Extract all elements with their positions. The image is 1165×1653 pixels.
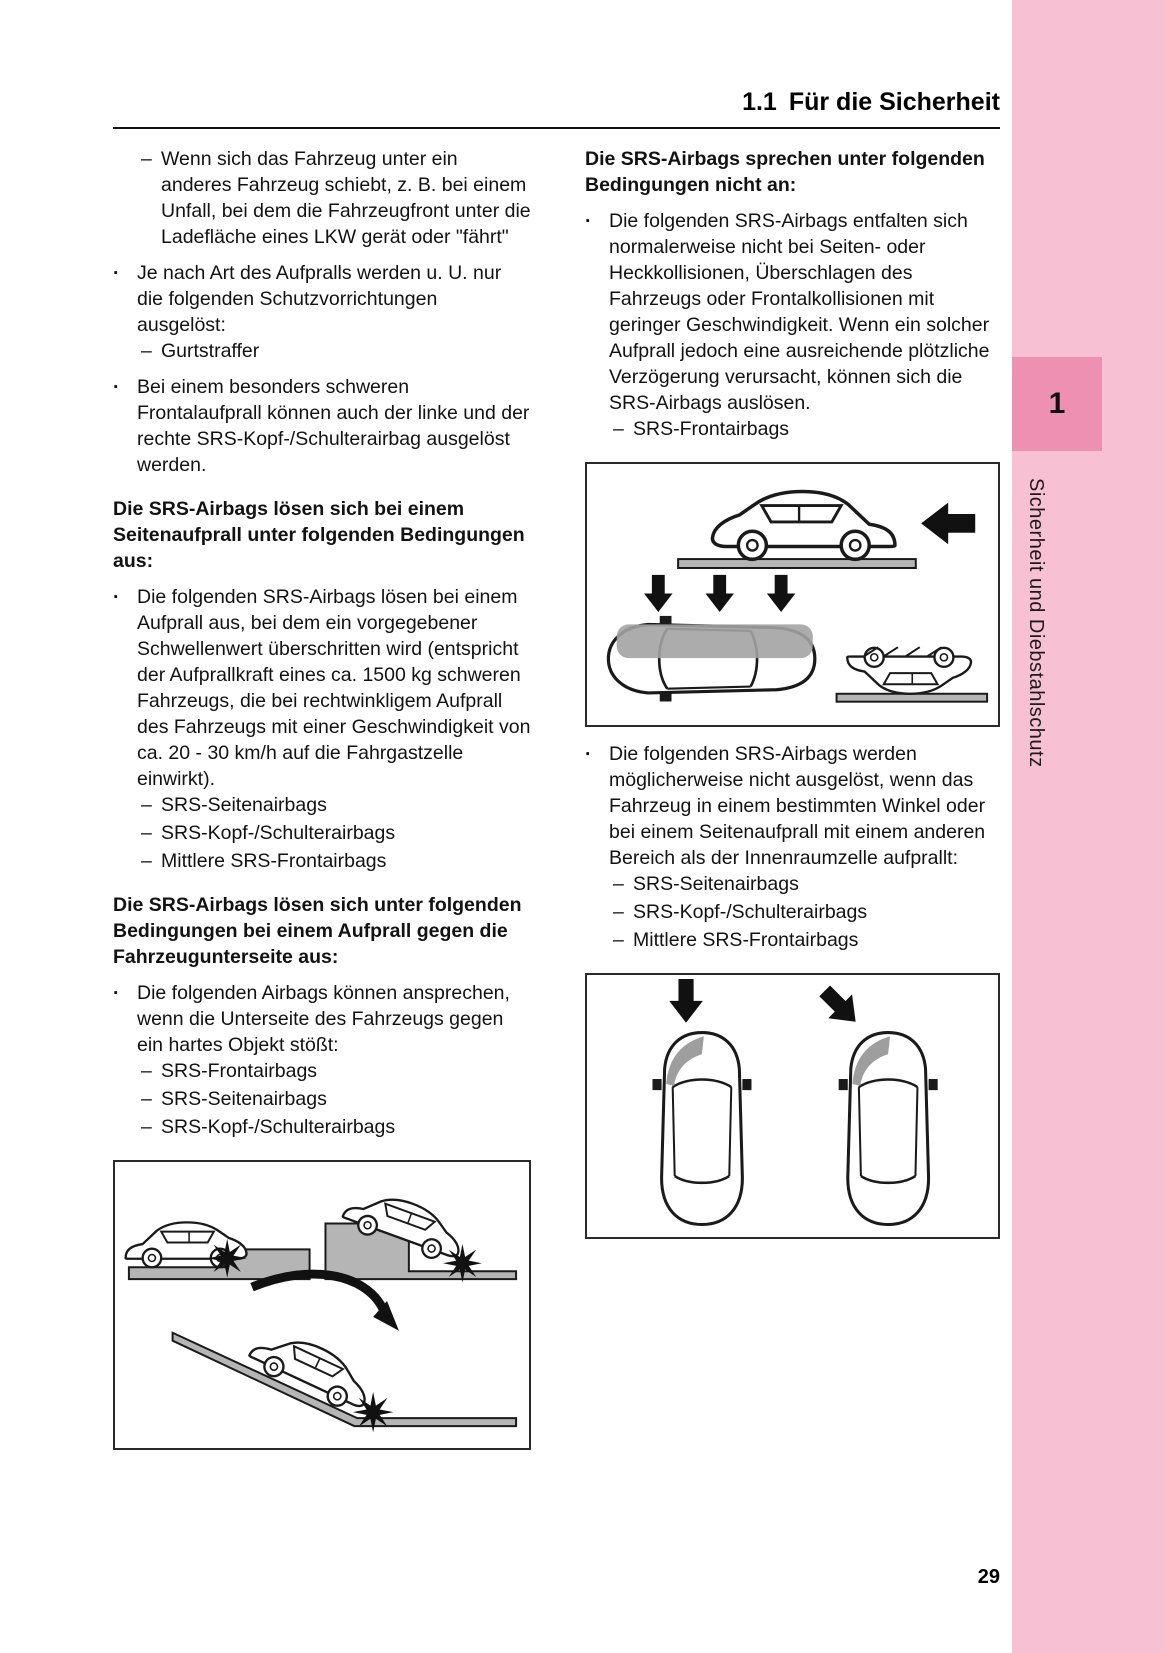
sub-item: [585, 871, 1000, 897]
sub-item: [585, 416, 1000, 442]
side-impact-arrow: [767, 575, 796, 612]
sub-text: SRS-Seitenairbags: [161, 1088, 327, 1110]
figure-underside-impacts: [113, 1160, 531, 1450]
bullet-item: [113, 374, 531, 478]
two-column-text: [113, 146, 1000, 1464]
bullet-marker: ·: [585, 210, 592, 232]
sub-item: [113, 1114, 531, 1140]
bullet-text: Bei einem besonders schweren Frontalaufprall können auch der linke und der rechte SRS-Kopf-/Schulterairbag ausgelöst werden.: [137, 376, 530, 476]
dash-marker: –: [613, 901, 624, 924]
car-top-view: [652, 1033, 751, 1225]
left-column: [113, 146, 531, 1464]
figure-collision-types: [585, 462, 1000, 727]
angled-impacts-illustration: [587, 975, 998, 1236]
sub-text: SRS-Frontairbags: [633, 418, 790, 440]
dash-marker: –: [141, 1088, 152, 1110]
dash-marker: –: [141, 1060, 152, 1082]
section-number: 1.1: [742, 88, 777, 116]
car-side-view: [712, 492, 894, 560]
side-impact-arrow: [705, 575, 734, 612]
sub-text: SRS-Frontairbags: [161, 1060, 318, 1082]
ground-strip: [837, 694, 988, 702]
bullet-item: [113, 260, 531, 364]
section-title: Für die Sicherheit: [788, 88, 1000, 116]
sub-item: [113, 820, 531, 846]
bullet-item: [113, 584, 531, 874]
sub-text: SRS-Seitenairbags: [161, 794, 327, 816]
bullet-text: Die folgenden SRS-Airbags entfalten sich normalerweise nicht bei Seiten- oder Heckkollisionen, Überschlagen des Fahrzeugs oder Frontalkollisionen mit geringer Geschwindigkeit. Wenn ein solcher Aufprall jedoch eine ausreichende plötzliche Verzögerung verursacht, können sich die SRS-Airbags auslösen.: [609, 210, 990, 414]
dash-marker: –: [613, 929, 624, 952]
ground-strip: [678, 559, 916, 568]
chapter-title-vertical: Sicherheit und Diebstahlschutz: [1025, 478, 1047, 768]
sub-item: [113, 848, 531, 874]
bullet-marker: ·: [113, 586, 120, 608]
car-top-view: [839, 1033, 938, 1225]
rear-impact-arrow: [921, 503, 975, 545]
front-impact-arrow: [669, 979, 703, 1023]
dash-marker: –: [141, 340, 152, 362]
sub-item: [585, 927, 1000, 953]
content-area: [113, 88, 1000, 1464]
bullet-item: [585, 741, 1000, 953]
dash-item: [113, 146, 531, 250]
sub-text: SRS-Kopf-/Schulterairbags: [161, 1116, 396, 1138]
subsection-heading: Die SRS-Airbags lösen sich unter folgenden Bedingungen bei einem Aufprall gegen die Fahrzeugunterseite aus:: [113, 894, 522, 968]
dash-marker: –: [613, 873, 624, 896]
bullet-marker: ·: [113, 262, 120, 284]
sub-text: Mittlere SRS-Frontairbags: [633, 929, 859, 952]
bullet-text: Die folgenden SRS-Airbags lösen bei einem Aufprall aus, bei dem ein vorgegebener Schwellenwert überschritten wird (entspricht der Aufprallkraft eines ca. 1500 kg schweren Fahrzeugs, die bei rechtwinkligem Aufprall des Fahrzeugs mit einer Geschwindigkeit von ca. 20 - 30 km/h auf die Fahrgastzelle einwirkt).: [137, 586, 531, 790]
bullet-text: Die folgenden SRS-Airbags werden möglicherweise nicht ausgelöst, wenn das Fahrzeug in einem bestimmten Winkel oder bei einem Seitenaufprall mit einem anderen Bereich als der Innenraumzelle aufprallt:: [609, 743, 986, 870]
collision-types-illustration: [587, 464, 998, 725]
chapter-number: 1: [1048, 387, 1066, 420]
bullet-text: Die folgenden Airbags können ansprechen, wenn die Unterseite des Fahrzeugs gegen ein hartes Objekt stößt:: [137, 982, 510, 1056]
bullet-marker: ·: [585, 743, 592, 766]
dash-marker: –: [141, 1116, 152, 1138]
right-column: [585, 146, 1000, 1464]
impact-burst-icon: [443, 1244, 482, 1283]
side-impact-arrow: [644, 575, 673, 612]
sidebar: [1012, 0, 1165, 1653]
impact-zone-shading: [617, 624, 813, 658]
underside-impact-illustration: [115, 1162, 529, 1448]
dash-marker: –: [613, 418, 624, 440]
chapter-number-tab: [1012, 357, 1102, 451]
dash-marker: –: [141, 148, 152, 170]
sub-item: [113, 1058, 531, 1084]
dash-marker: –: [141, 822, 152, 844]
section-header: [113, 88, 1000, 129]
bullet-item: [585, 208, 1000, 442]
page-number: 29: [977, 1566, 1000, 1588]
dash-marker: –: [141, 794, 152, 816]
dash-text: Wenn sich das Fahrzeug unter ein anderes Fahrzeug schiebt, z. B. bei einem Unfall, bei dem die Fahrzeugfront unter die Ladefläche eines LKW gerät oder "fährt": [161, 148, 531, 248]
bullet-text: Je nach Art des Aufpralls werden u. U. nur die folgenden Schutzvorrichtungen ausgelöst:: [137, 262, 502, 336]
impact-burst-icon: [353, 1392, 394, 1433]
subsection-heading: Die SRS-Airbags sprechen unter folgenden Bedingungen nicht an:: [585, 148, 985, 196]
bullet-marker: ·: [113, 376, 120, 398]
sub-text: SRS-Kopf-/Schulterairbags: [633, 901, 868, 924]
dash-marker: –: [141, 850, 152, 872]
subsection-heading: Die SRS-Airbags lösen sich bei einem Seitenaufprall unter folgenden Bedingungen aus:: [113, 498, 525, 572]
sub-item: [113, 792, 531, 818]
sub-item: [113, 338, 531, 364]
sub-item: [585, 899, 1000, 925]
bullet-item: [113, 980, 531, 1140]
bullet-marker: ·: [113, 982, 120, 1004]
angled-impact-arrow: [813, 979, 868, 1034]
sub-text: Mittlere SRS-Frontairbags: [161, 850, 387, 872]
impact-burst-icon: [208, 1239, 247, 1278]
sub-text: Gurtstraffer: [161, 340, 260, 362]
sub-text: SRS-Kopf-/Schulterairbags: [161, 822, 396, 844]
sub-text: SRS-Seitenairbags: [633, 873, 799, 896]
sub-item: [113, 1086, 531, 1112]
figure-angled-impacts: [585, 973, 1000, 1238]
